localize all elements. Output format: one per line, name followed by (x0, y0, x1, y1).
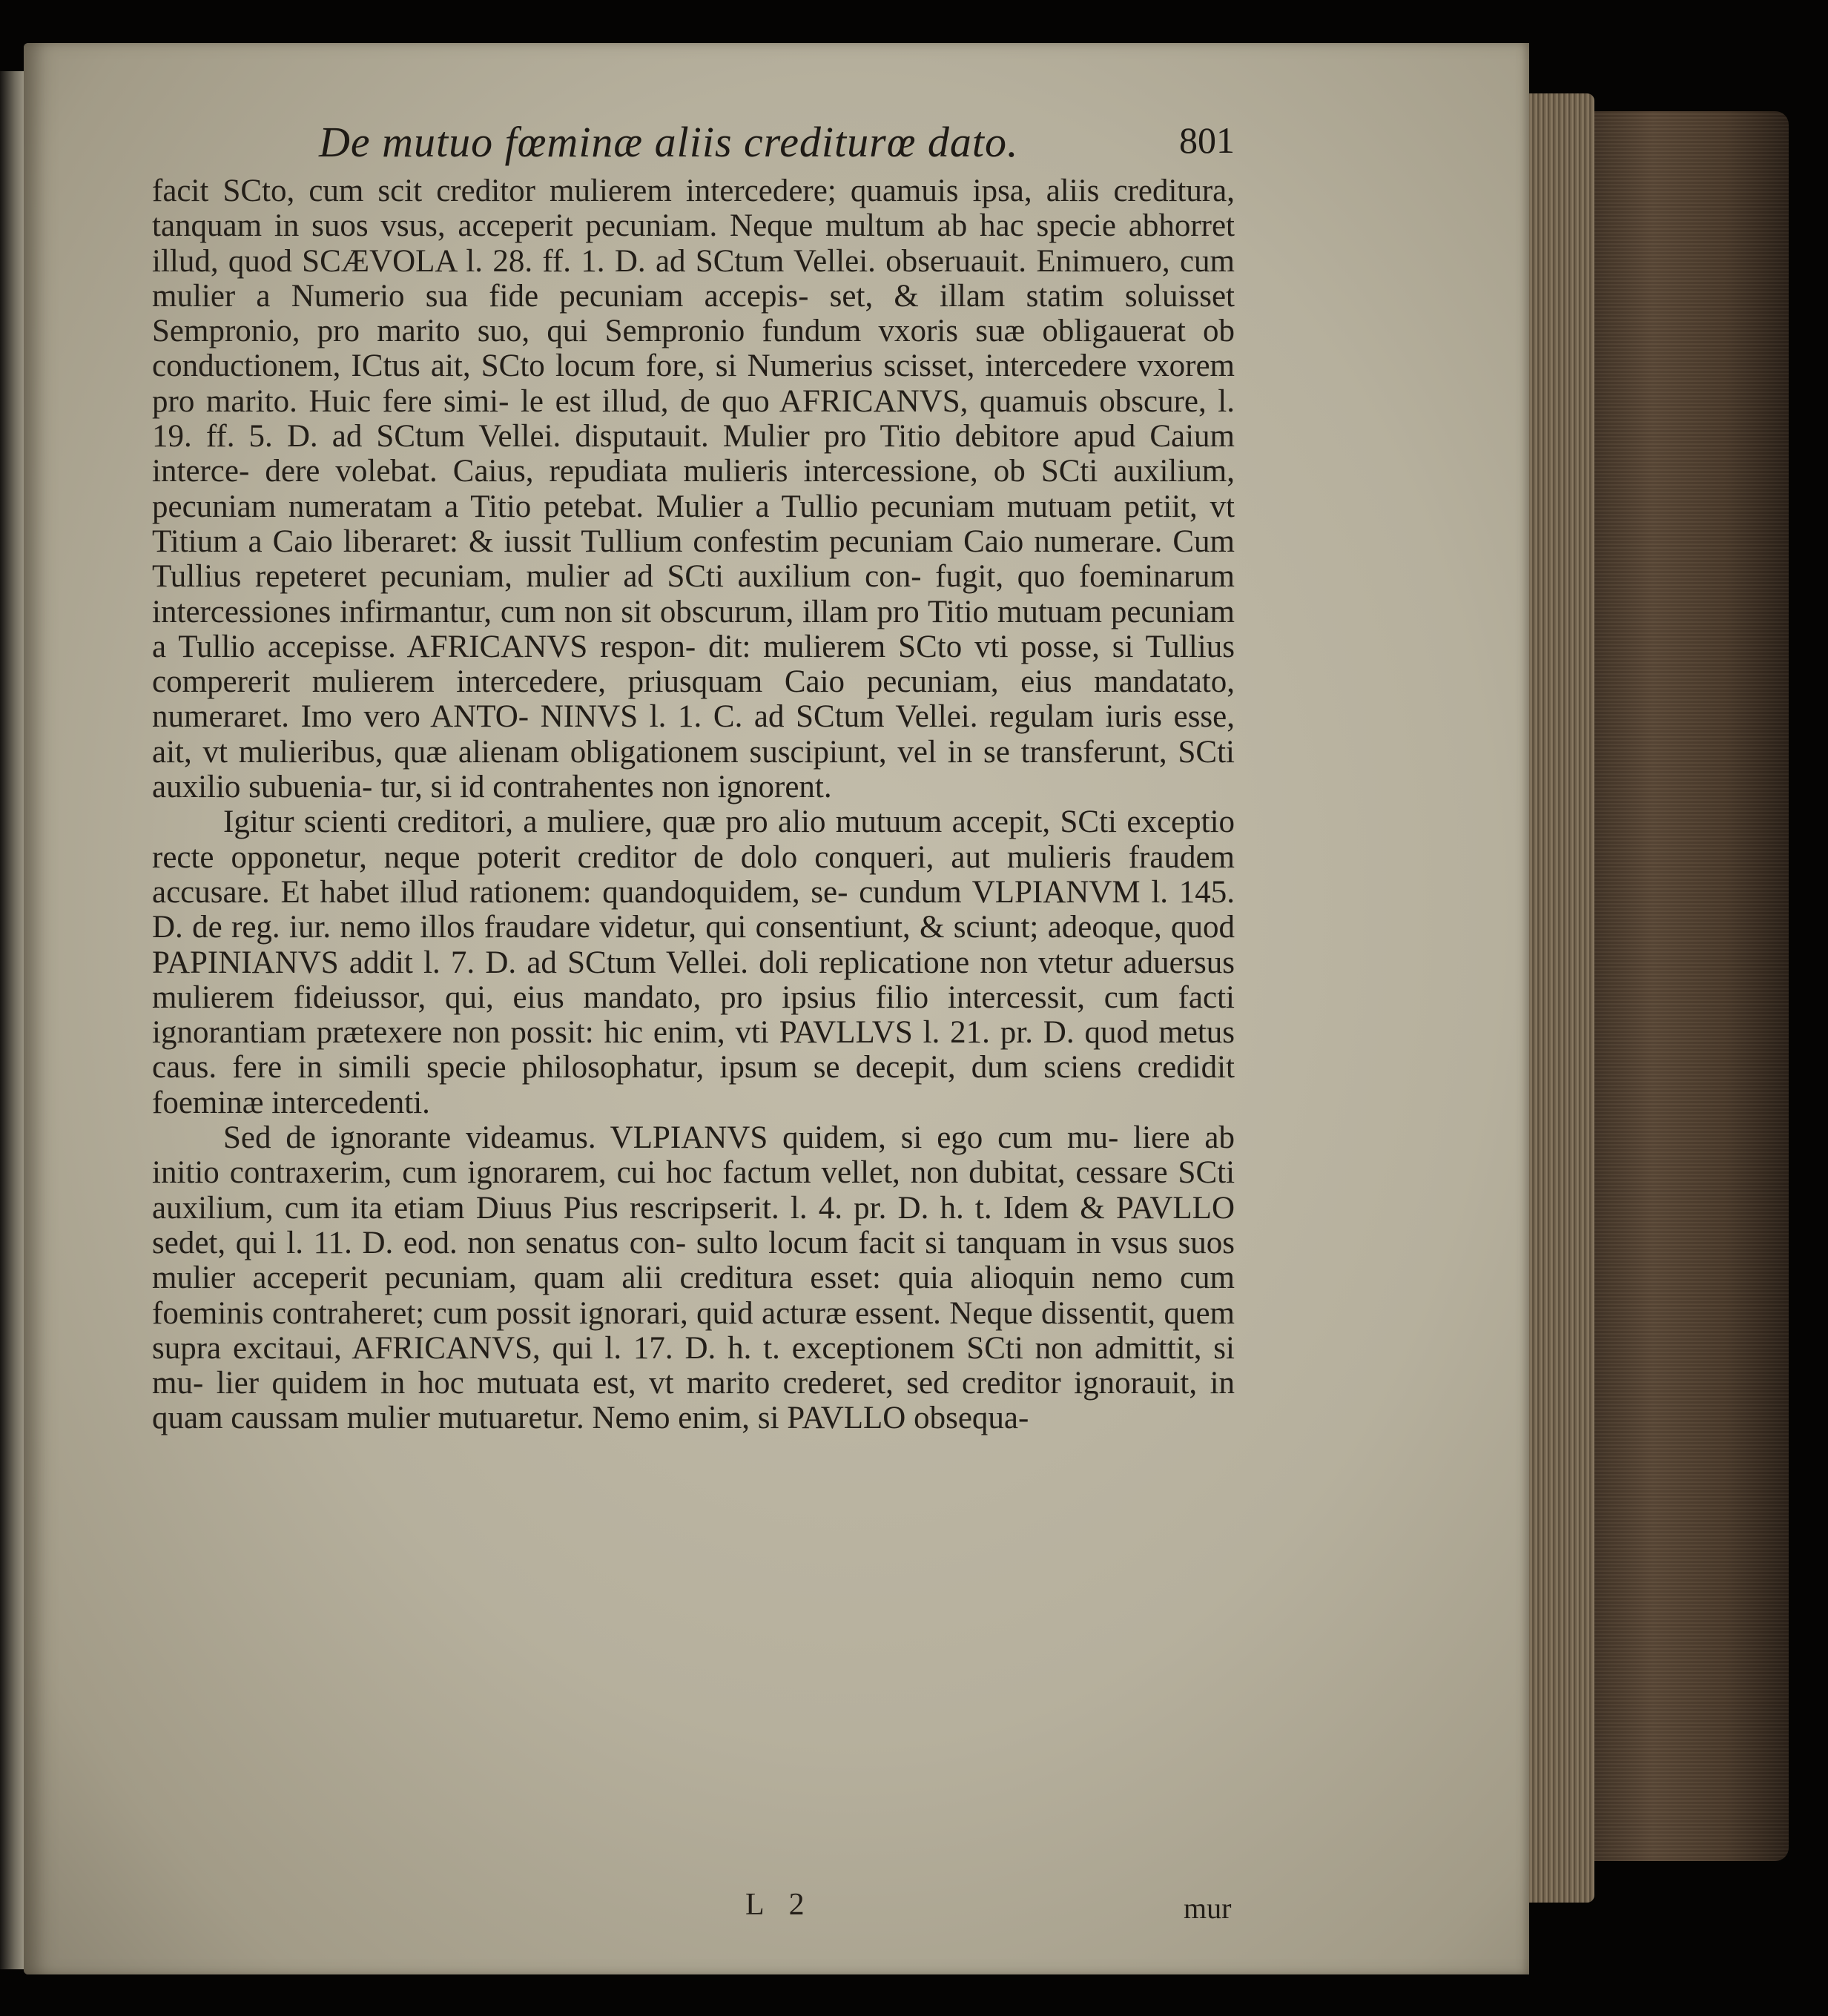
text-line: exceptio recte opponetur, neque poterit creditor de dolo conqueri, aut (152, 804, 1235, 875)
text-line: pecuniam numeratam a Titio petebat. Mulier a Tullio pecuniam mutuam (152, 489, 1112, 524)
running-header (319, 117, 1238, 176)
text-line: alii creditura esset: quia alioquin nemo cum foeminis contraheret; cum (152, 1260, 1235, 1331)
paragraph-1 (152, 173, 1235, 804)
text-line: lier quidem in hoc mutuata est, vt marito crederet, sed creditor ignorauit, (216, 1366, 1198, 1401)
text-line: possit ignorari, quid acturæ essent. Neque dissentit, quem supra excitaui, (152, 1295, 1235, 1366)
text-line: liere ab initio contraxerim, cum ignorarem, cui hoc factum vellet, non (152, 1120, 1235, 1191)
text-line: credidit foeminæ intercedenti. (152, 1050, 1235, 1120)
text-line: obseruauit. Enimuero, cum mulier a Numerio sua fide pecuniam accepis- (152, 243, 1235, 314)
body-text (152, 173, 1235, 1436)
text-line: creditura, tanquam in suos vsus, acceperit pecuniam. Neque multum ab (152, 173, 1235, 244)
text-line: fore, si Numerius scisset, intercedere vxorem pro marito. Huic fere simi- (152, 348, 1235, 419)
text-line: NINVS l. 1. C. ad SCtum Vellei. regulam iuris esse, ait, vt mulieribus, quæ (152, 699, 1235, 770)
text-line: hac specie abhorret illud, quod SCÆVOLA l. 28. ff. 1. D. ad SCtum Vellei. (152, 208, 1235, 279)
text-line: AFRICANVS, qui l. 17. D. h. t. exceptionem SCti non admittit, si mu- (152, 1330, 1235, 1401)
text-line: cundum VLPIANVM l. 145. D. de reg. iur. nemo illos fraudare videtur, qui (152, 874, 1235, 945)
text-line: mulieris fraudem accusare. Et habet illud rationem: quandoquidem, se- (152, 839, 1235, 910)
text-line: fugit, quo foeminarum intercessiones infirmantur, cum non sit obscurum, (152, 559, 1235, 629)
text-line: qui, eius mandato, pro ipsius filio intercessit, cum facti ignorantiam (152, 979, 1235, 1051)
text-line: caus. fere in simili specie philosophatur, ipsum se decepit, dum sciens (152, 1050, 1122, 1085)
text-line: priusquam Caio pecuniam, eius mandatato, numeraret. Imo vero ANTO- (152, 664, 1235, 735)
text-line: fundum vxoris suæ obligauerat ob conductionem, ICtus ait, SCto locum (152, 314, 1235, 384)
running-title: De mutuo fœminæ aliis crediturœ dato. (319, 118, 1019, 166)
paragraph-2 (152, 804, 1235, 1120)
text-line: tur, si id contrahentes non ignorent. (380, 770, 832, 805)
text-line: in quam caussam mulier mutuaretur. Nemo enim, si PAVLLO obsequa- (152, 1366, 1235, 1436)
page-number: 801 (1179, 119, 1235, 161)
text-line: le est illud, de quo AFRICANVS, quamuis obscure, l. 19. ff. 5. D. ad (152, 383, 1235, 455)
text-line: illam pro Titio mutuam pecuniam a Tullio accepisse. AFRICANVS respon- (152, 594, 1235, 664)
text-line: dit: mulierem SCto vti posse, si Tullius compererit mulierem intercedere, (152, 629, 1235, 700)
page-block-edges (1524, 93, 1594, 1903)
text-line: set, & illam statim soluisset Sempronio, pro marito suo, qui Sempronio (152, 278, 1235, 349)
text-line: pr. D. h. t. Idem & PAVLLO sedet, qui l. 11. D. eod. non senatus con- (152, 1190, 1235, 1260)
text-line: alienam obligationem suscipiunt, vel in se transferunt, SCti auxilio subuenia- (152, 734, 1235, 805)
catchword: mur (1184, 1891, 1232, 1925)
book-cover (1580, 111, 1789, 1861)
text-line: sulto locum facit si tanquam in vsus suos mulier acceperit pecuniam, quam (152, 1225, 1235, 1296)
text-line: Sed de ignorante videamus. VLPIANVS quidem, si ego cum mu- (223, 1120, 1119, 1156)
text-line: prætexere non possit: hic enim, vti PAVLLVS l. 21. pr. D. quod metus (316, 1015, 1235, 1051)
text-line: petiit, vt Titium a Caio liberaret: & iussit Tullium confestim pecuniam Caio (152, 489, 1235, 559)
text-line: facit SCto, cum scit creditor mulierem intercedere; quamuis ipsa, aliis (152, 173, 1100, 208)
paragraph-3 (152, 1120, 1235, 1436)
text-line: SCtum Vellei. disputauit. Mulier pro Titio debitore apud Caium interce- (152, 419, 1235, 489)
text-line: dere volebat. Caius, repudiata mulieris intercessione, ob SCti auxilium, (265, 454, 1235, 489)
text-line: numerare. Cum Tullius repeteret pecuniam, mulier ad SCti auxilium con- (152, 523, 1235, 595)
text-line: consentiunt, & sciunt; adeoque, quod PAPINIANVS addit l. 7. D. ad (152, 910, 1235, 980)
text-line: SCtum Vellei. doli replicatione non vtetur aduersus mulierem fideiussor, (152, 945, 1235, 1015)
text-line: dubitat, cessare SCti auxilium, cum ita etiam Diuus Pius rescripserit. l. 4. (152, 1155, 1235, 1226)
text-line: Igitur scienti creditori, a muliere, quæ pro alio mutuum accepit, SCti (223, 804, 1117, 840)
signature-mark: L 2 (745, 1888, 814, 1922)
